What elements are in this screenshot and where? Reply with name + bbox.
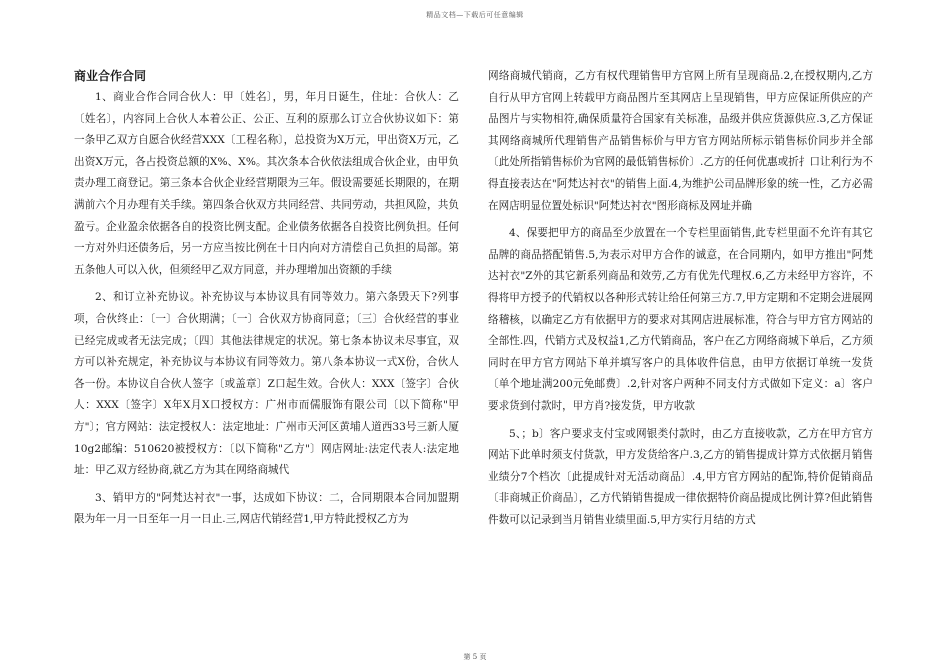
paragraph: 1、商业合作合同合伙人：甲〔姓名〕，男，年月日诞生，住址：合伙人：乙〔姓名〕，内容同上合伙人本着公正、公正、互利的原那么订立合伙协议如下：第一条甲乙双方自愿合伙经营XXX〔工程名称〕，总投资为X万元，甲出资X万元，乙出资X万元，各占投资总额的X%、X%。其次条本合伙依法组成合伙企业，由甲负责办理工商登记。第三条本合伙企业经营期限为三年。假设需要延长期限的，在期满前六个月办理有关手续。第四条合伙双方共同经营、共同劳动，共担风险，共负盈亏。企业盈余依据各自的投资比例支配。企业债务依据各自投资比例负担。任何一方对外归还债务后，另一方应当按比例在十日内向对方清偿自己负担的局部。第五条他人可以入伙，但须经甲乙双方同意，并办理增加出资额的手续 xyxy=(74,91,459,276)
page-number: 第 5 页 xyxy=(463,653,487,661)
header-note: 精品文档—下载后可任意编辑 xyxy=(426,11,524,19)
paragraph: 网络商城代销商，乙方有权代理销售甲方官网上所有呈现商品.2,在授权期内,乙方自行从甲方官网上转载甲方商品图片至其网店上呈现销售，甲方应保证所供应的产品图片与实物相符,确保质量符合国家有关标准，品级并供应货源供应.3,乙方保证其网络商城所代理销售产品销售标价与甲方官方网站所标示销售标价同步并全部〔此处所指销售标价为官网的最低销售标价〕.乙方的任何优惠或折扌口让利行为不得直接表达在"阿梵达衬衣"的销售上面.4,为维护公司品牌形象的统一性，乙方必需在网店明显位置处标识"阿梵达衬衣"图形商标及网址并确 xyxy=(488,70,873,212)
page-title: 商业合作合同 xyxy=(74,69,147,83)
paragraph: 5、；b〕客户要求支付宝或网银类付款时，由乙方直接收款，乙方在甲方官方网站下此单时须支付货款，甲方发货给客户.3,乙方的销售提成计算方式依据月销售业绩分7个档次〔此提成针对无活动商品〕.4,甲方官方网站的配饰,特价促销商品〔非商城正价商品〕，乙方代销销售提成一律依据特价商品提成比例计算?但此销售件数可以记录到当月销售业绩里面.5,甲方实行月结的方式 xyxy=(488,427,873,526)
paragraph: 3、销甲方的"阿梵达衬衣"一事，达成如下协议：二，合同期限本合同加盟期限为年一月一日至年一月一日止.三,网店代销经营1,甲方特此授权乙方为 xyxy=(74,491,459,526)
left-column xyxy=(74,62,459,537)
paragraph: 2、和订立补充协议。补充协议与本协议具有同等效力。第六条毁天下?列事项，合伙终止：〔一〕合伙期满；〔一〕合伙双方协商同意；〔三〕合伙经营的事业已经完成或者无法完成；〔四〕其他法律规定的状况。第七条本协议未尽事宜，双方可以补充规定，补充协议与本协议有同等效力。第八条本协议一式X份，合伙人各一份。本协议自合伙人签字〔或盖章〕Z口起生效。合伙人：XXX〔签字〕合伙人：XXX〔签字〕X年X月X口授权方：广州市而儒服饰有限公司〔以下简称"甲方"〕；官方网站：法定授权人：法定地址：广州市天河区黄埔人道西33号三新人厦10g2邮编：510620被授权方：〔以下简称"乙方"〕网店网址:法定代表人:法定地址：甲乙双方经协商,就乙方为其在网络商城代 xyxy=(74,291,459,477)
right-column xyxy=(488,66,873,537)
paragraph: 4、保要把甲方的商品至少放置在一个专栏里面销售,此专栏里面不允许有其它品牌的商品搭配销售.5,为表示对甲方合作的诚意，在合同期内，如甲方推出"阿梵达衬衣"Z外的其它新系列商品和效劳,乙方有优先代理权.6,乙方未经甲方容许，不得将甲方授予的代销权以各种形式转让给任何第三方.7,甲方定期和不定期会进展网络稽核，以确定乙方有依据甲方的要求对其网店进展标准，符合与甲方官方网站的全部性.四，代销方式及权益1,乙方代销商品，客户在乙方网络商城下单后，乙方须同时在甲方官方网站下单并填写客户的具体收件信息，由甲方依据订单统一发货〔单个地址满200元免邮费〕.2,针对客户两种不同支付方式做如下定义：a〕客户要求货到付款时，甲方肖?接发货，甲方收款 xyxy=(488,227,873,412)
